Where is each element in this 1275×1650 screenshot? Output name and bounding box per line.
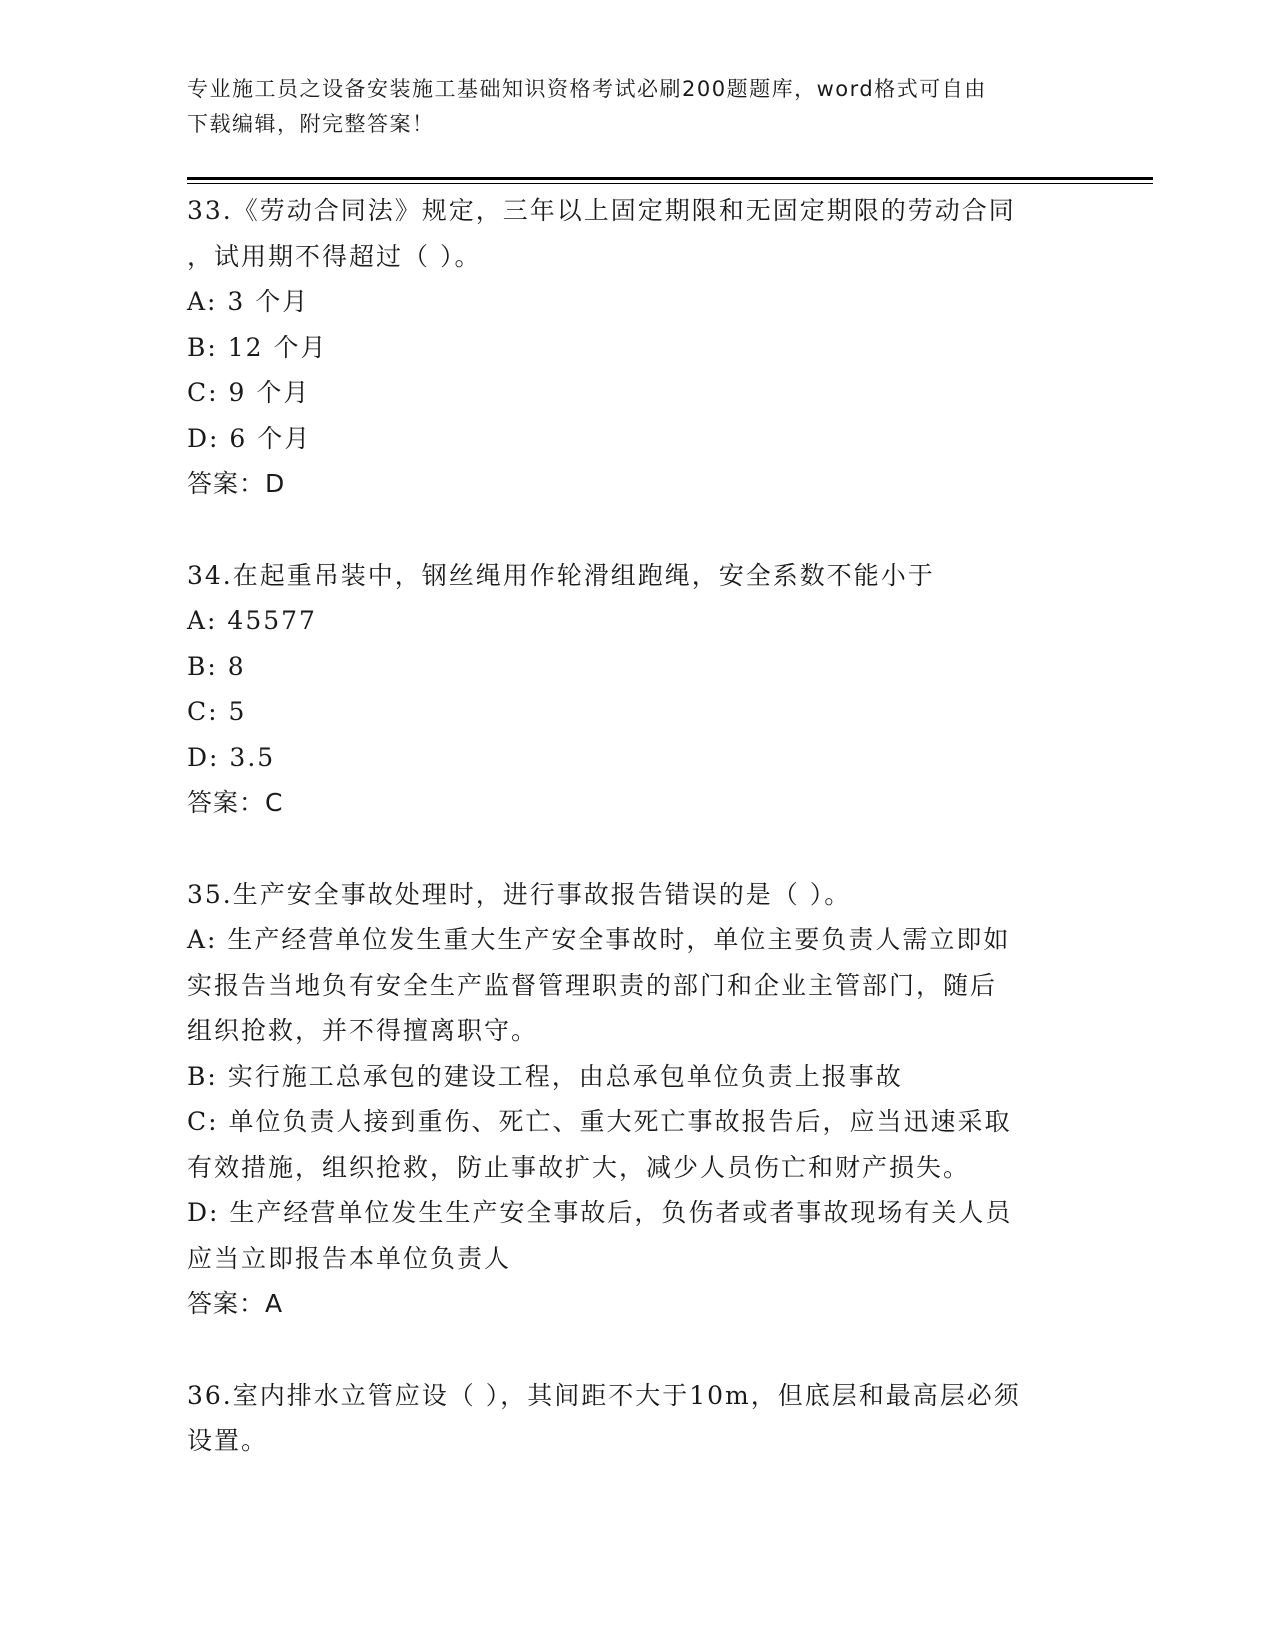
header-line-1: 专业施工员之设备安装施工基础知识资格考试必刷200题题库，word格式可自由 bbox=[187, 77, 987, 101]
answer-option: D: 生产经营单位发生生产安全事故后，负伤者或者事故现场有关人员 bbox=[187, 1198, 1013, 1227]
answer-option: C: 单位负责人接到重伤、死亡、重大死亡事故报告后，应当迅速采取 bbox=[187, 1107, 1012, 1136]
question-block bbox=[187, 872, 1087, 1327]
answer-option: C: 5 bbox=[187, 697, 247, 726]
answer-option: C: 9 个月 bbox=[187, 378, 311, 407]
question-stem: 设置。 bbox=[187, 1426, 269, 1455]
answer-option: B: 实行施工总承包的建设工程，由总承包单位负责上报事故 bbox=[187, 1061, 903, 1091]
question-stem: 33.《劳动合同法》规定，三年以上固定期限和无固定期限的劳动合同 bbox=[187, 196, 1016, 225]
answer-option: 有效措施，组织抢救，防止事故扩大，减少人员伤亡和财产损失。 bbox=[187, 1152, 971, 1182]
question-stem: 35.生产安全事故处理时，进行事故报告错误的是（ ）。 bbox=[187, 879, 852, 909]
answer-key: 答案：D bbox=[187, 469, 286, 498]
document-header bbox=[187, 72, 1067, 142]
question-list bbox=[187, 188, 1087, 1464]
answer-option: 应当立即报告本单位负责人 bbox=[187, 1243, 512, 1273]
answer-option: A: 3 个月 bbox=[187, 287, 310, 316]
answer-option: D: 6 个月 bbox=[187, 423, 312, 453]
question-stem: ，试用期不得超过（ ）。 bbox=[187, 241, 482, 271]
question-block bbox=[187, 1373, 1087, 1464]
header-divider-thick bbox=[187, 177, 1153, 180]
answer-option: D: 3.5 bbox=[187, 742, 276, 772]
question-stem: 34.在起重吊装中，钢丝绳用作轮滑组跑绳，安全系数不能小于 bbox=[187, 560, 935, 590]
answer-option: 组织抢救，并不得擅离职守。 bbox=[187, 1016, 539, 1045]
question-stem: 36.室内排水立管应设（ ），其间距不大于10m，但底层和最高层必须 bbox=[187, 1380, 1021, 1410]
answer-option: A: 生产经营单位发生重大生产安全事故时，单位主要负责人需立即如 bbox=[187, 925, 1011, 954]
header-line-2: 下载编辑，附完整答案！ bbox=[187, 112, 435, 136]
answer-option: A: 45577 bbox=[187, 606, 317, 635]
answer-option: B: 12 个月 bbox=[187, 332, 328, 362]
question-block bbox=[187, 188, 1087, 507]
question-block bbox=[187, 553, 1087, 826]
answer-key: 答案：C bbox=[187, 788, 284, 817]
answer-option: 实报告当地负有安全生产监督管理职责的部门和企业主管部门，随后 bbox=[187, 970, 998, 1000]
header-divider-thin bbox=[187, 183, 1153, 184]
answer-option: B: 8 bbox=[187, 651, 246, 681]
answer-key: 答案：A bbox=[187, 1289, 284, 1318]
